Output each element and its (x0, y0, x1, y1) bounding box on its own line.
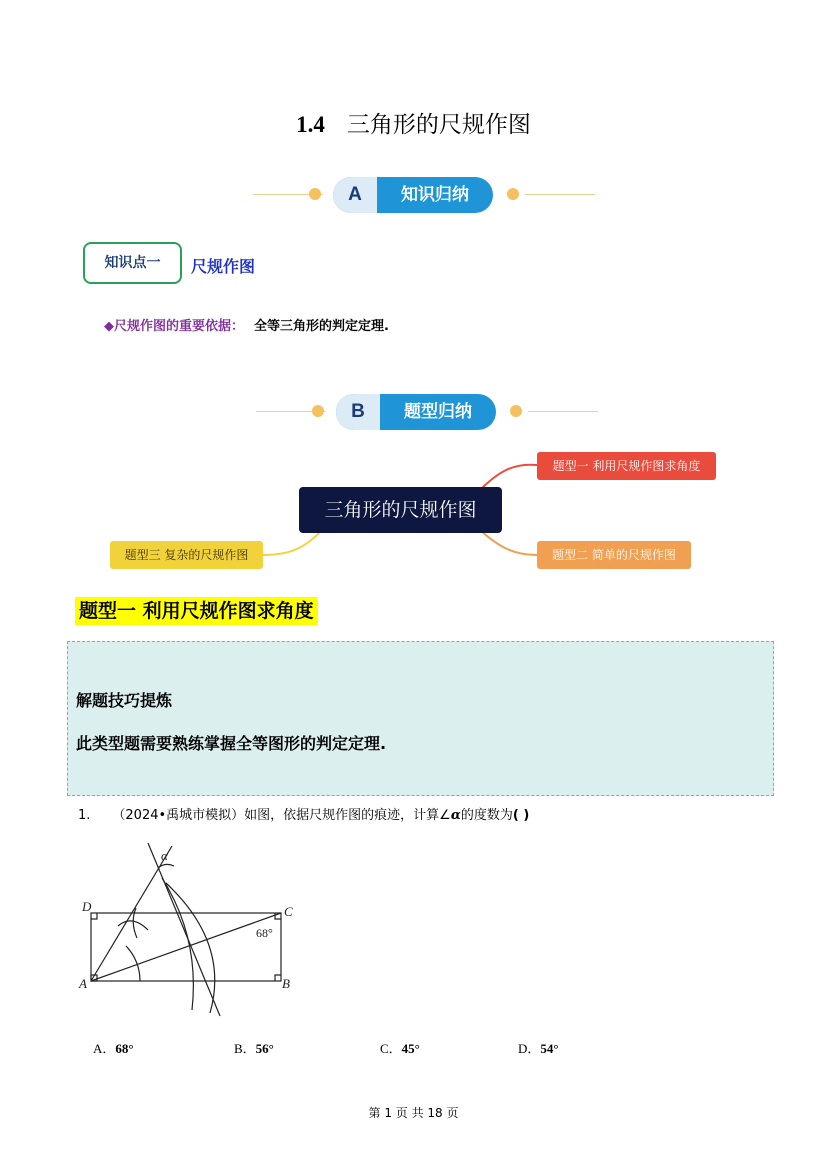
banner-b-label: 题型归纳 (404, 402, 472, 422)
label-d: D (82, 899, 92, 914)
answer-blank: ( ) (512, 808, 530, 823)
basis-label: ◆尺规作图的重要依据： (104, 319, 244, 334)
mindmap-type3: 题型三 复杂的尺规作图 (110, 541, 263, 569)
mindmap-type2: 题型二 简单的尺规作图 (537, 541, 691, 569)
mindmap-center: 三角形的尺规作图 (299, 487, 502, 533)
option-c-value: 45° (401, 1041, 420, 1056)
option-b-letter: B． (234, 1041, 256, 1056)
option-d-value: 54° (540, 1041, 559, 1056)
question-number: 1. (78, 808, 91, 823)
label-alpha: α (161, 848, 168, 863)
question-text-after: 的度数为 (460, 808, 513, 823)
banner-a-label: 知识归纳 (401, 185, 469, 205)
tips-body: 此类型题需要熟练掌握全等图形的判定定理. (76, 734, 387, 753)
label-c: C (284, 904, 293, 919)
option-d-letter: D． (518, 1041, 541, 1056)
knowledge-point-box: 知识点一 (83, 242, 182, 284)
title-number: 1.4 (296, 112, 325, 137)
connector-type3 (263, 530, 322, 555)
question-text: （2024•禹城市模拟）如图，依据尺规作图的痕迹，计算∠ (112, 808, 451, 823)
label-angle-68: 68° (256, 926, 273, 940)
page-footer: 第 1 页 共 18 页 (368, 1106, 459, 1120)
option-b-value: 56° (255, 1041, 274, 1056)
title-text: 三角形的尺规作图 (346, 112, 531, 138)
question-1 (78, 804, 529, 823)
question-alpha: α (450, 808, 461, 823)
tips-box (67, 641, 774, 796)
option-c-letter: C． (380, 1041, 402, 1056)
banner-a-letter: A (333, 177, 377, 213)
tips-title: 解题技巧提炼 (76, 691, 173, 710)
connector-type2 (480, 530, 537, 555)
perpendicular-line (148, 843, 220, 1016)
arc-a (126, 946, 140, 981)
label-b: B (282, 976, 290, 991)
mindmap-type1: 题型一 利用尺规作图求角度 (537, 452, 716, 480)
diagonal-ac (91, 913, 281, 981)
option-a[interactable] (93, 1038, 134, 1057)
option-c[interactable] (380, 1038, 420, 1057)
basis-value: 全等三角形的判定定理. (254, 319, 389, 334)
option-d[interactable] (518, 1038, 559, 1057)
option-b[interactable] (234, 1038, 274, 1057)
knowledge-point-title: 尺规作图 (191, 257, 256, 276)
banner-b-letter: B (336, 394, 380, 430)
section-heading-type1: 题型一 利用尺规作图求角度 (75, 597, 318, 625)
geometry-figure (70, 838, 310, 1018)
option-a-value: 68° (115, 1041, 134, 1056)
label-a: A (79, 976, 87, 991)
option-a-letter: A． (93, 1041, 116, 1056)
